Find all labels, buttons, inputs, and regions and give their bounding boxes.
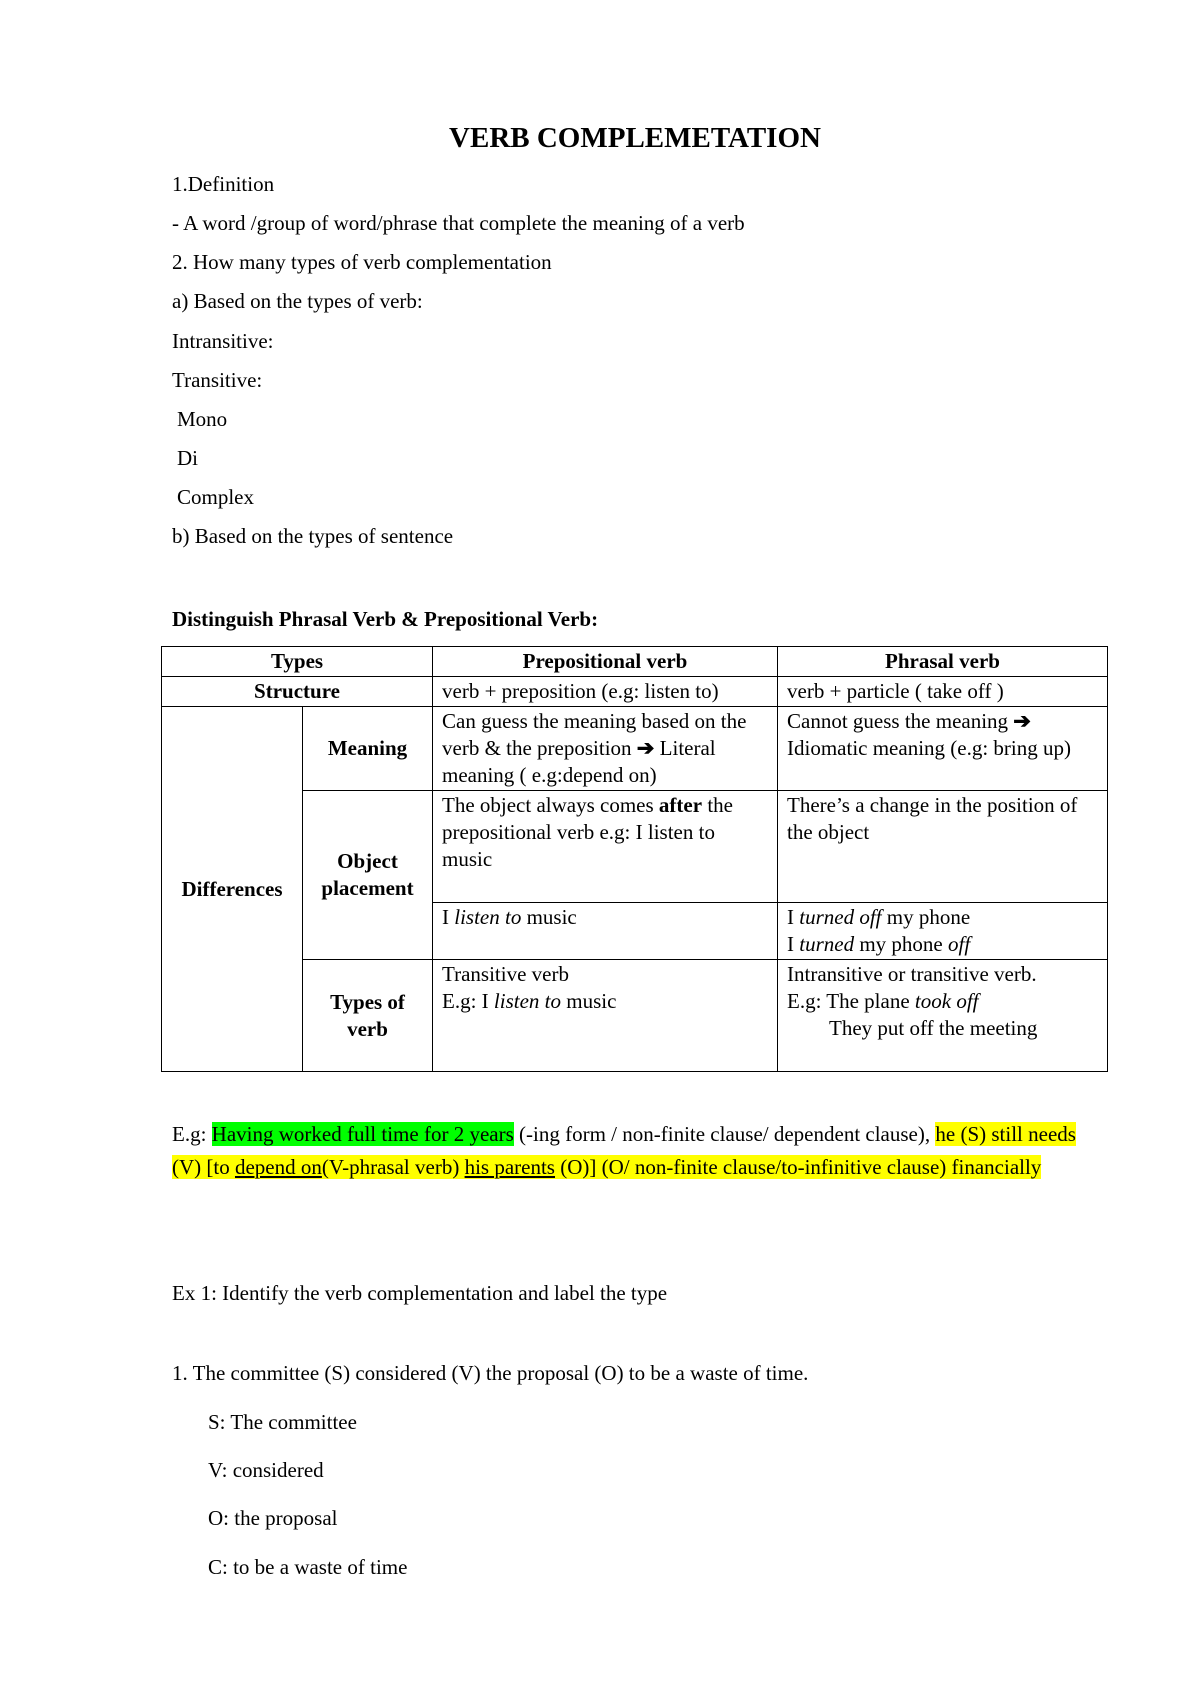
types-of-verb-prepositional	[433, 960, 778, 1072]
ex-phr2-object: my phone	[859, 932, 943, 956]
object-example-prepositional	[433, 903, 778, 960]
structure-row	[162, 677, 1108, 707]
ex-prep-subject: I	[442, 905, 449, 929]
ex-prep-verb: listen to	[454, 905, 522, 929]
tv-phr-verb: took off	[914, 989, 979, 1013]
tv-phr-eg: E.g: The plane	[787, 989, 910, 1013]
meaning-phrasal	[778, 707, 1108, 791]
example-verb-part: (S) still needs (V) [to	[172, 1122, 1076, 1179]
tv-prep-object: music	[566, 989, 617, 1013]
object-placement-label: Object placement	[303, 791, 433, 960]
mono-label: Mono	[177, 407, 228, 431]
object-placement-row	[162, 791, 1108, 903]
meaning-prepositional	[433, 707, 778, 791]
differences-label: Differences	[162, 707, 303, 1072]
tv-phr-type: Intransitive or transitive verb.	[787, 962, 1037, 986]
object-example-phrasal	[778, 903, 1108, 960]
example-phrasal-verb: depend on	[234, 1155, 322, 1179]
table-heading: Distinguish Phrasal Verb & Prepositional Verb:	[172, 607, 599, 631]
intransitive-label: Intransitive:	[172, 329, 274, 353]
structure-phrasal: verb + particle ( take off )	[778, 677, 1108, 707]
answer-verb: V: considered	[208, 1458, 324, 1482]
structure-prepositional: verb + preposition (e.g: listen to)	[433, 677, 778, 707]
tv-prep-type: Transitive verb	[442, 962, 569, 986]
example-clause-note: (-ing form / non-finite clause/ dependent clause),	[519, 1122, 931, 1146]
example-sentence	[172, 1118, 1102, 1184]
transitive-label: Transitive:	[172, 368, 263, 392]
based-on-sentence: b) Based on the types of sentence	[172, 524, 454, 548]
example-verb-label: (V-phrasal verb)	[321, 1155, 460, 1179]
obj-prep-after: after	[658, 793, 703, 817]
definition-text: - A word /group of word/phrase that complete the meaning of a verb	[172, 211, 745, 235]
header-prepositional: Prepositional verb	[433, 647, 778, 677]
object-phrasal: There’s a change in the position of the object	[778, 791, 1108, 903]
answer-subject: S: The committee	[208, 1410, 357, 1434]
meaning-prep-literal: Literal meaning ( e.g:depend on)	[442, 736, 716, 787]
example-subject: he	[935, 1122, 956, 1146]
ex-phr1-object: my phone	[886, 905, 971, 929]
types-of-verb-label: Types of verb	[303, 960, 433, 1072]
ex-phr1-verb: turned off	[799, 905, 882, 929]
tv-phr-example2: They put off the meeting	[829, 1016, 1038, 1040]
tv-prep-verb: listen to	[493, 989, 561, 1013]
meaning-prep-text: Can guess the meaning based on the verb & the preposition	[442, 709, 747, 760]
ex-phr2-particle: off	[947, 932, 971, 956]
tv-prep-eg: E.g: I	[442, 989, 489, 1013]
example-object: his parents	[464, 1155, 555, 1179]
definition-heading: 1.Definition	[172, 172, 275, 196]
meaning-row	[162, 707, 1108, 791]
types-of-verb-row	[162, 960, 1108, 1072]
arrow-icon: ➔	[636, 736, 655, 760]
meaning-label: Meaning	[303, 707, 433, 791]
page-title: VERB COMPLEMETATION	[449, 122, 821, 154]
eg-label: E.g:	[172, 1122, 207, 1146]
obj-prep-text: The object always comes	[442, 793, 654, 817]
answer-complement: C: to be a waste of time	[208, 1555, 408, 1579]
comparison-table	[161, 646, 1108, 1072]
obj-prep-rest: the prepositional verb e.g: I listen to music	[442, 793, 733, 871]
header-phrasal: Phrasal verb	[778, 647, 1108, 677]
di-label: Di	[177, 446, 198, 470]
meaning-phr-idiomatic: Idiomatic meaning (e.g: bring up)	[787, 736, 1072, 760]
ex-phr1-subject: I	[787, 905, 794, 929]
ex-phr2-verb: turned	[799, 932, 855, 956]
example-nonfinite-clause: Having worked full time for 2 years	[211, 1122, 514, 1146]
ex-prep-object: music	[526, 905, 577, 929]
answer-object: O: the proposal	[208, 1506, 338, 1530]
header-types: Types	[162, 647, 433, 677]
meaning-phr-text: Cannot guess the meaning	[787, 709, 1009, 733]
ex-phr2-subject: I	[787, 932, 794, 956]
based-on-verb: a) Based on the types of verb:	[172, 289, 423, 313]
types-question: 2. How many types of verb complementation	[172, 250, 552, 274]
table-header-row	[162, 647, 1108, 677]
types-of-verb-phrasal	[778, 960, 1108, 1072]
example-object-label: (O)] (O/ non-finite clause/to-infinitive clause) financially	[560, 1155, 1042, 1179]
exercise-item-1: 1. The committee (S) considered (V) the proposal (O) to be a waste of time.	[172, 1361, 809, 1385]
structure-label: Structure	[162, 677, 433, 707]
object-prepositional	[433, 791, 778, 903]
complex-label: Complex	[177, 485, 254, 509]
arrow-icon: ➔	[1013, 709, 1031, 733]
exercise-heading: Ex 1: Identify the verb complementation and label the type	[172, 1281, 668, 1305]
